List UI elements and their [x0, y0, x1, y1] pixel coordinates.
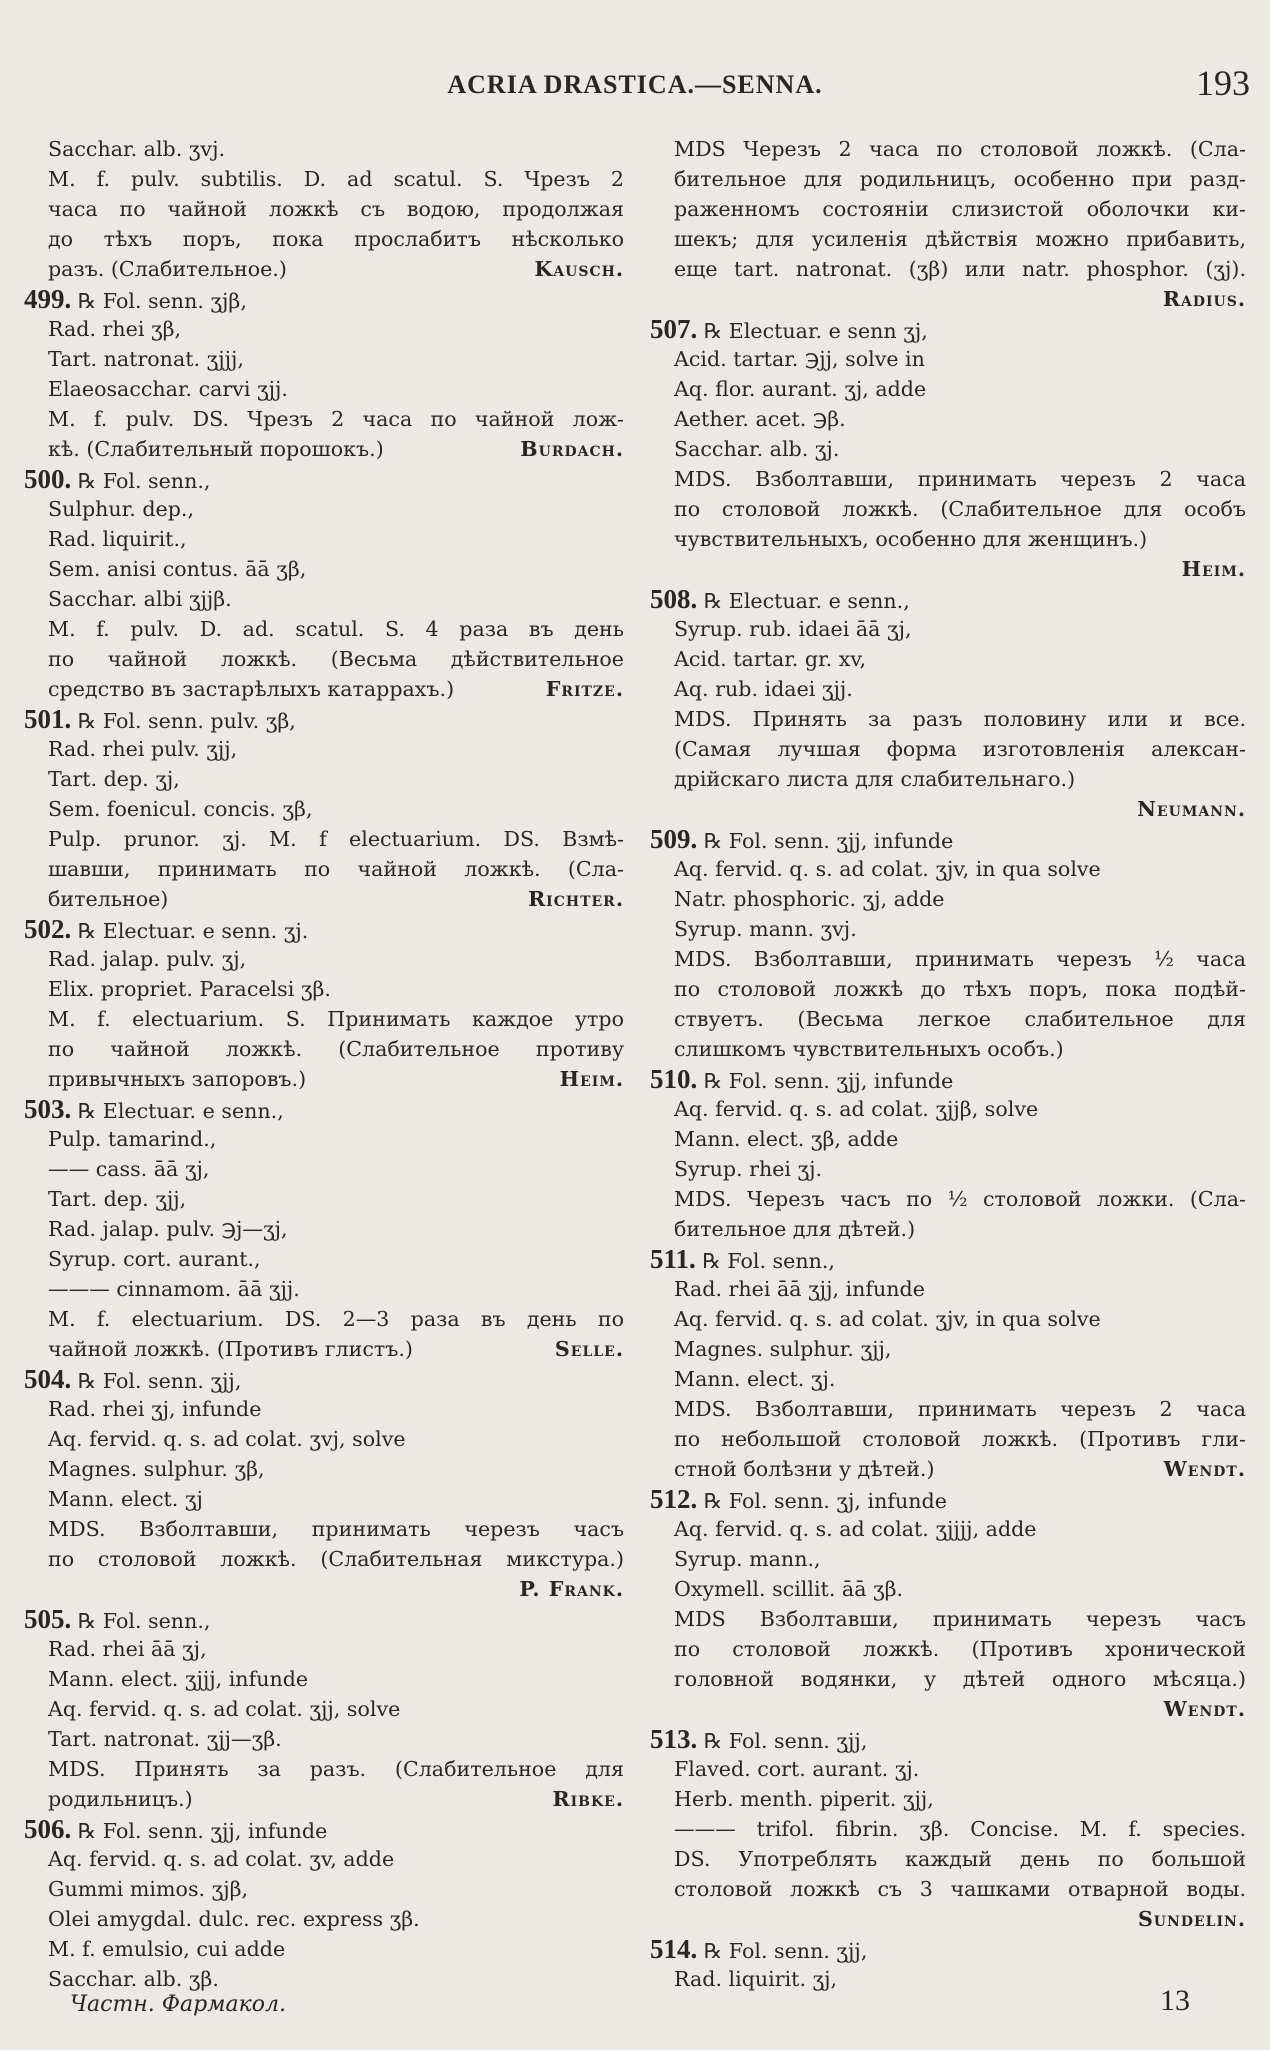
line-text: ℞ Fol. senn. pulv. ʒβ,: [77, 709, 296, 733]
text-line: столовой ложкѣ съ 3 чашками отварной воды.: [674, 1877, 1246, 1901]
line-text: ℞ Electuar. e senn.,: [703, 589, 910, 613]
text-line: по столовой ложкѣ. (Слабительное для особъ: [674, 497, 1246, 521]
text-line: DS. Употреблять каждый день по большой: [674, 1847, 1246, 1871]
text-line: Syrup. mann.,: [674, 1547, 821, 1571]
text-line: шекъ; для усиленія дѣйствія можно прибавить,: [674, 227, 1246, 251]
text-line: Olei amygdal. dulc. rec. express ʒβ.: [48, 1907, 420, 1931]
text-line: по чайной ложкѣ. (Весьма дѣйствительное: [48, 647, 624, 671]
author-name: Fritze.: [545, 677, 624, 701]
recipe-heading: [24, 1364, 624, 1394]
text-line: Natr. phosphoric. ʒj, adde: [674, 887, 945, 911]
text-line: [24, 1784, 624, 1814]
text-line: слишкомъ чувствительныхъ особъ.): [674, 1037, 1064, 1061]
line-text: ℞ Fol. senn. ʒj, infunde: [703, 1489, 947, 1513]
text-line: ——— cinnamom. āā ʒjj.: [48, 1277, 300, 1301]
text-line: Rad. jalap. pulv. ʒj,: [48, 947, 247, 971]
text-line: MDS. Принять за разъ половину или и все.: [674, 707, 1246, 731]
text-line: [24, 884, 624, 914]
text-line: Mann. elect. ʒj: [48, 1487, 203, 1511]
text-line: по столовой ложкѣ. (Противъ хронической: [674, 1637, 1246, 1661]
text-line: Syrup. mann. ʒvj.: [674, 917, 857, 941]
text-line: Oxymell. scillit. āā ʒβ.: [674, 1577, 904, 1601]
recipe-number: 507.: [650, 314, 698, 344]
text-line: Rad. liquirit. ʒj,: [674, 1967, 838, 1991]
text-line: —— cass. āā ʒj,: [48, 1157, 210, 1181]
text-line: MDS. Взболтавши, принимать черезъ 2 часа: [674, 467, 1246, 491]
text-line: MDS. Взболтавши, принимать черезъ 2 часа: [674, 1397, 1246, 1421]
recipe-heading: [24, 914, 624, 944]
text-line: Magnes. sulphur. ʒjj,: [674, 1337, 892, 1361]
author-name: Wendt.: [1163, 1457, 1246, 1481]
text-line: Rad. rhei āā ʒj,: [48, 1637, 207, 1661]
recipe-heading: [24, 284, 624, 314]
text-line: [24, 434, 624, 464]
author-name: P. Frank.: [519, 1577, 624, 1601]
author-line: [650, 1904, 1246, 1934]
text-line: Acid. tartar. gr. xv,: [674, 647, 867, 671]
recipe-number: 513.: [650, 1724, 698, 1754]
line-text: стной болѣзни у дѣтей.): [674, 1457, 935, 1481]
text-line: Sem. foenicul. concis. ʒβ,: [48, 797, 313, 821]
left-column: [24, 134, 624, 1994]
text-line: [24, 254, 624, 284]
line-text: ℞ Fol. senn. ʒjj, infunde: [77, 1819, 328, 1843]
text-line: M. f. pulv. D. ad. scatul. S. 4 раза въ день: [48, 617, 624, 641]
text-line: Pulp. prunor. ʒj. M. f electuarium. DS. Взмѣ-: [48, 827, 624, 851]
author-name: Burdach.: [520, 437, 624, 461]
text-line: Mann. elect. ʒj.: [674, 1367, 836, 1391]
line-text: ℞ Fol. senn.,: [77, 1609, 211, 1633]
recipe-heading: [650, 824, 1246, 854]
text-line: MDS Черезъ 2 часа по столовой ложкѣ. (Сла-: [674, 137, 1246, 161]
recipe-heading: [650, 1484, 1246, 1514]
text-line: Mann. elect. ʒβ, adde: [674, 1127, 899, 1151]
recipe-number: 508.: [650, 584, 698, 614]
recipe-number: 502.: [24, 914, 72, 944]
text-line: Flaved. cort. aurant. ʒj.: [674, 1757, 920, 1781]
text-line: Rad. rhei pulv. ʒjj,: [48, 737, 238, 761]
text-line: Tart. dep. ʒjj,: [48, 1187, 187, 1211]
author-name: Radius.: [1162, 287, 1246, 311]
text-line: Sacchar. alb. ʒvj.: [48, 137, 225, 161]
text-line: до тѣхъ поръ, пока прослабитъ нѣсколько: [48, 227, 624, 251]
author-line: [650, 284, 1246, 314]
line-text: кѣ. (Слабительный порошокъ.): [48, 437, 384, 461]
text-line: Tart. natronat. ʒjj—ʒβ.: [48, 1727, 282, 1751]
text-line: [24, 1064, 624, 1094]
text-line: MDS. Взболтавши, принимать черезъ ½ часа: [674, 947, 1246, 971]
author-name: Wendt.: [1163, 1697, 1246, 1721]
recipe-heading: [24, 464, 624, 494]
text-line: Sacchar. albi ʒjjβ.: [48, 587, 232, 611]
recipe-number: 510.: [650, 1064, 698, 1094]
line-text: ℞ Electuar. e senn. ʒj.: [77, 919, 309, 943]
recipe-heading: [650, 584, 1246, 614]
text-line: Aq. fervid. q. s. ad colat. ʒjv, in qua solve: [674, 1307, 1101, 1331]
text-line: по столовой ложкѣ. (Слабительная микстура.): [48, 1547, 624, 1571]
text-line: Aq. fervid. q. s. ad colat. ʒjjβ, solve: [674, 1097, 1039, 1121]
recipe-heading: [650, 1244, 1246, 1274]
line-text: разъ. (Слабительное.): [48, 257, 287, 281]
author-name: Neumann.: [1137, 797, 1246, 821]
recipe-number: 503.: [24, 1094, 72, 1124]
text-line: M. f. emulsio, cui adde: [48, 1937, 286, 1961]
text-line: бительное для родильницъ, особенно при разд-: [674, 167, 1246, 191]
text-line: Rad. jalap. pulv. ℈j—ʒj,: [48, 1217, 288, 1241]
recipe-heading: [650, 1064, 1246, 1094]
recipe-heading: [650, 1934, 1246, 1964]
text-line: Syrup. cort. aurant.,: [48, 1247, 261, 1271]
text-line: Aq. fervid. q. s. ad colat. ʒjj, solve: [48, 1697, 401, 1721]
recipe-number: 514.: [650, 1934, 698, 1964]
text-line: еще tart. natronat. (ʒβ) или natr. phosphor. (ʒj).: [674, 257, 1246, 281]
line-text: средство въ застарѣлыхъ катаррахъ.): [48, 677, 455, 701]
text-line: Gummi mimos. ʒjβ,: [48, 1877, 249, 1901]
author-name: Selle.: [554, 1337, 624, 1361]
text-line: Aq. flor. aurant. ʒj, adde: [674, 377, 927, 401]
text-line: Aq. rub. idaei ʒjj.: [674, 677, 853, 701]
line-text: ℞ Fol. senn. ʒjj,: [703, 1729, 868, 1753]
author-name: Ribke.: [552, 1787, 624, 1811]
author-name: Sundelin.: [1137, 1907, 1246, 1931]
recipe-number: 504.: [24, 1364, 72, 1394]
text-line: ——— trifol. fibrin. ʒβ. Concise. M. f. species.: [674, 1817, 1246, 1841]
recipe-heading: [24, 1814, 624, 1844]
text-line: [650, 1454, 1246, 1484]
recipe-number: 505.: [24, 1604, 72, 1634]
line-text: ℞ Fol. senn.,: [702, 1249, 835, 1273]
text-line: Sacchar. alb. ʒβ.: [48, 1967, 219, 1991]
author-name: Heim.: [559, 1067, 624, 1091]
recipe-heading: [24, 1094, 624, 1124]
recipe-number: 500.: [24, 464, 72, 494]
line-text: родильницъ.): [48, 1787, 193, 1811]
right-column: [650, 134, 1246, 1994]
text-line: Aq. fervid. q. s. ad colat. ʒjv, in qua solve: [674, 857, 1101, 881]
text-line: Aq. fervid. q. s. ad colat. ʒv, adde: [48, 1847, 395, 1871]
text-line: MDS. Принять за разъ. (Слабительное для: [48, 1757, 624, 1781]
recipe-heading: [24, 1604, 624, 1634]
recipe-number: 501.: [24, 704, 72, 734]
text-line: Sulphur. dep.,: [48, 497, 194, 521]
text-line: шавши, принимать по чайной ложкѣ. (Сла-: [48, 857, 624, 881]
text-line: Pulp. tamarind.,: [48, 1127, 217, 1151]
text-line: Syrup. rhei ʒj.: [674, 1157, 823, 1181]
text-line: бительное для дѣтей.): [674, 1217, 916, 1241]
text-line: головной водянки, у дѣтей одного мѣсяца.): [674, 1667, 1246, 1691]
line-text: ℞ Fol. senn. ʒjj, infunde: [703, 829, 954, 853]
text-line: Sacchar. alb. ʒj.: [674, 437, 840, 461]
author-name: Richter.: [528, 887, 624, 911]
author-line: [24, 1574, 624, 1604]
signature-line: Частн. Фармакол.: [70, 1992, 286, 2017]
text-line: по небольшой столовой ложкѣ. (Противъ гли-: [674, 1427, 1246, 1451]
text-line: Rad. rhei āā ʒjj, infunde: [674, 1277, 925, 1301]
author-line: [650, 794, 1246, 824]
text-line: Aether. acet. ℈β.: [674, 407, 846, 431]
text-line: MDS. Взболтавши, принимать черезъ часъ: [48, 1517, 624, 1541]
text-line: Mann. elect. ʒjjj, infunde: [48, 1667, 309, 1691]
text-line: дрійскаго листа для слабительнаго.): [674, 767, 1076, 791]
text-line: Rad. rhei ʒβ,: [48, 317, 182, 341]
author-name: Kausch.: [534, 257, 624, 281]
text-line: раженномъ состояніи слизистой оболочки ки-: [674, 197, 1246, 221]
text-line: M. f. pulv. subtilis. D. ad scatul. S. Чрезъ 2: [48, 167, 624, 191]
recipe-heading: [650, 314, 1246, 344]
text-line: по чайной ложкѣ. (Слабительное противу: [48, 1037, 624, 1061]
recipe-number: 499.: [24, 284, 72, 314]
text-line: M. f. pulv. DS. Чрезъ 2 часа по чайной лож-: [48, 407, 624, 431]
recipe-heading: [650, 1724, 1246, 1754]
text-line: Acid. tartar. ℈jj, solve in: [674, 347, 925, 371]
recipe-number: 512.: [650, 1484, 698, 1514]
author-name: Heim.: [1181, 557, 1246, 581]
line-text: ℞ Fol. senn.,: [77, 469, 211, 493]
author-line: [650, 554, 1246, 584]
text-line: чувствительныхъ, особенно для женщинъ.): [674, 527, 1148, 551]
text-line: Rad. rhei ʒj, infunde: [48, 1397, 262, 1421]
sheet-number: 13: [1160, 1984, 1190, 2017]
text-line: Tart. natronat. ʒjjj,: [48, 347, 244, 371]
text-line: [24, 1334, 624, 1364]
text-line: [24, 674, 624, 704]
line-text: ℞ Fol. senn. ʒjj, infunde: [703, 1069, 954, 1093]
text-line: Elaeosacchar. carvi ʒjj.: [48, 377, 288, 401]
text-line: по столовой ложкѣ до тѣхъ поръ, пока подѣй-: [674, 977, 1246, 1001]
recipe-number: 506.: [24, 1814, 72, 1844]
text-line: M. f. electuarium. DS. 2—3 раза въ день по: [48, 1307, 624, 1331]
line-text: ℞ Fol. senn. ʒjj,: [77, 1369, 242, 1393]
text-line: Herb. menth. piperit. ʒjj,: [674, 1787, 934, 1811]
text-line: Sem. anisi contus. āā ʒβ,: [48, 557, 307, 581]
recipe-heading: [24, 704, 624, 734]
line-text: ℞ Fol. senn. ʒjβ,: [77, 289, 247, 313]
text-line: Aq. fervid. q. s. ad colat. ʒjjjj, adde: [674, 1517, 1037, 1541]
line-text: чайной ложкѣ. (Противъ глистъ.): [48, 1337, 413, 1361]
text-line: (Самая лучшая форма изготовленія алексан-: [674, 737, 1246, 761]
text-line: Syrup. rub. idaei āā ʒj,: [674, 617, 912, 641]
line-text: ℞ Electuar. e senn ʒj,: [703, 319, 928, 343]
text-line: MDS Взболтавши, принимать черезъ часъ: [674, 1607, 1246, 1631]
line-text: привычныхъ запоровъ.): [48, 1067, 307, 1091]
line-text: ℞ Fol. senn. ʒjj,: [703, 1939, 868, 1963]
text-line: Aq. fervid. q. s. ad colat. ʒvj, solve: [48, 1427, 406, 1451]
running-head: ACRIA DRASTICA.—SENNA.: [447, 70, 823, 99]
text-line: Rad. liquirit.,: [48, 527, 187, 551]
text-line: Magnes. sulphur. ʒβ,: [48, 1457, 265, 1481]
author-line: [650, 1694, 1246, 1724]
text-line: часа по чайной ложкѣ съ водою, продолжая: [48, 197, 624, 221]
recipe-number: 511.: [650, 1244, 696, 1274]
recipe-number: 509.: [650, 824, 698, 854]
line-text: ℞ Electuar. e senn.,: [77, 1099, 284, 1123]
line-text: бительное): [48, 887, 169, 911]
text-line: ствуетъ. (Весьма легкое слабительное для: [674, 1007, 1246, 1031]
text-line: M. f. electuarium. S. Принимать каждое утро: [48, 1007, 624, 1031]
text-line: MDS. Черезъ часъ по ½ столовой ложки. (Сла-: [674, 1187, 1246, 1211]
page-number: 193: [1196, 63, 1250, 103]
text-line: Elix. propriet. Paracelsi ʒβ.: [48, 977, 331, 1001]
text-line: Tart. dep. ʒj,: [48, 767, 180, 791]
